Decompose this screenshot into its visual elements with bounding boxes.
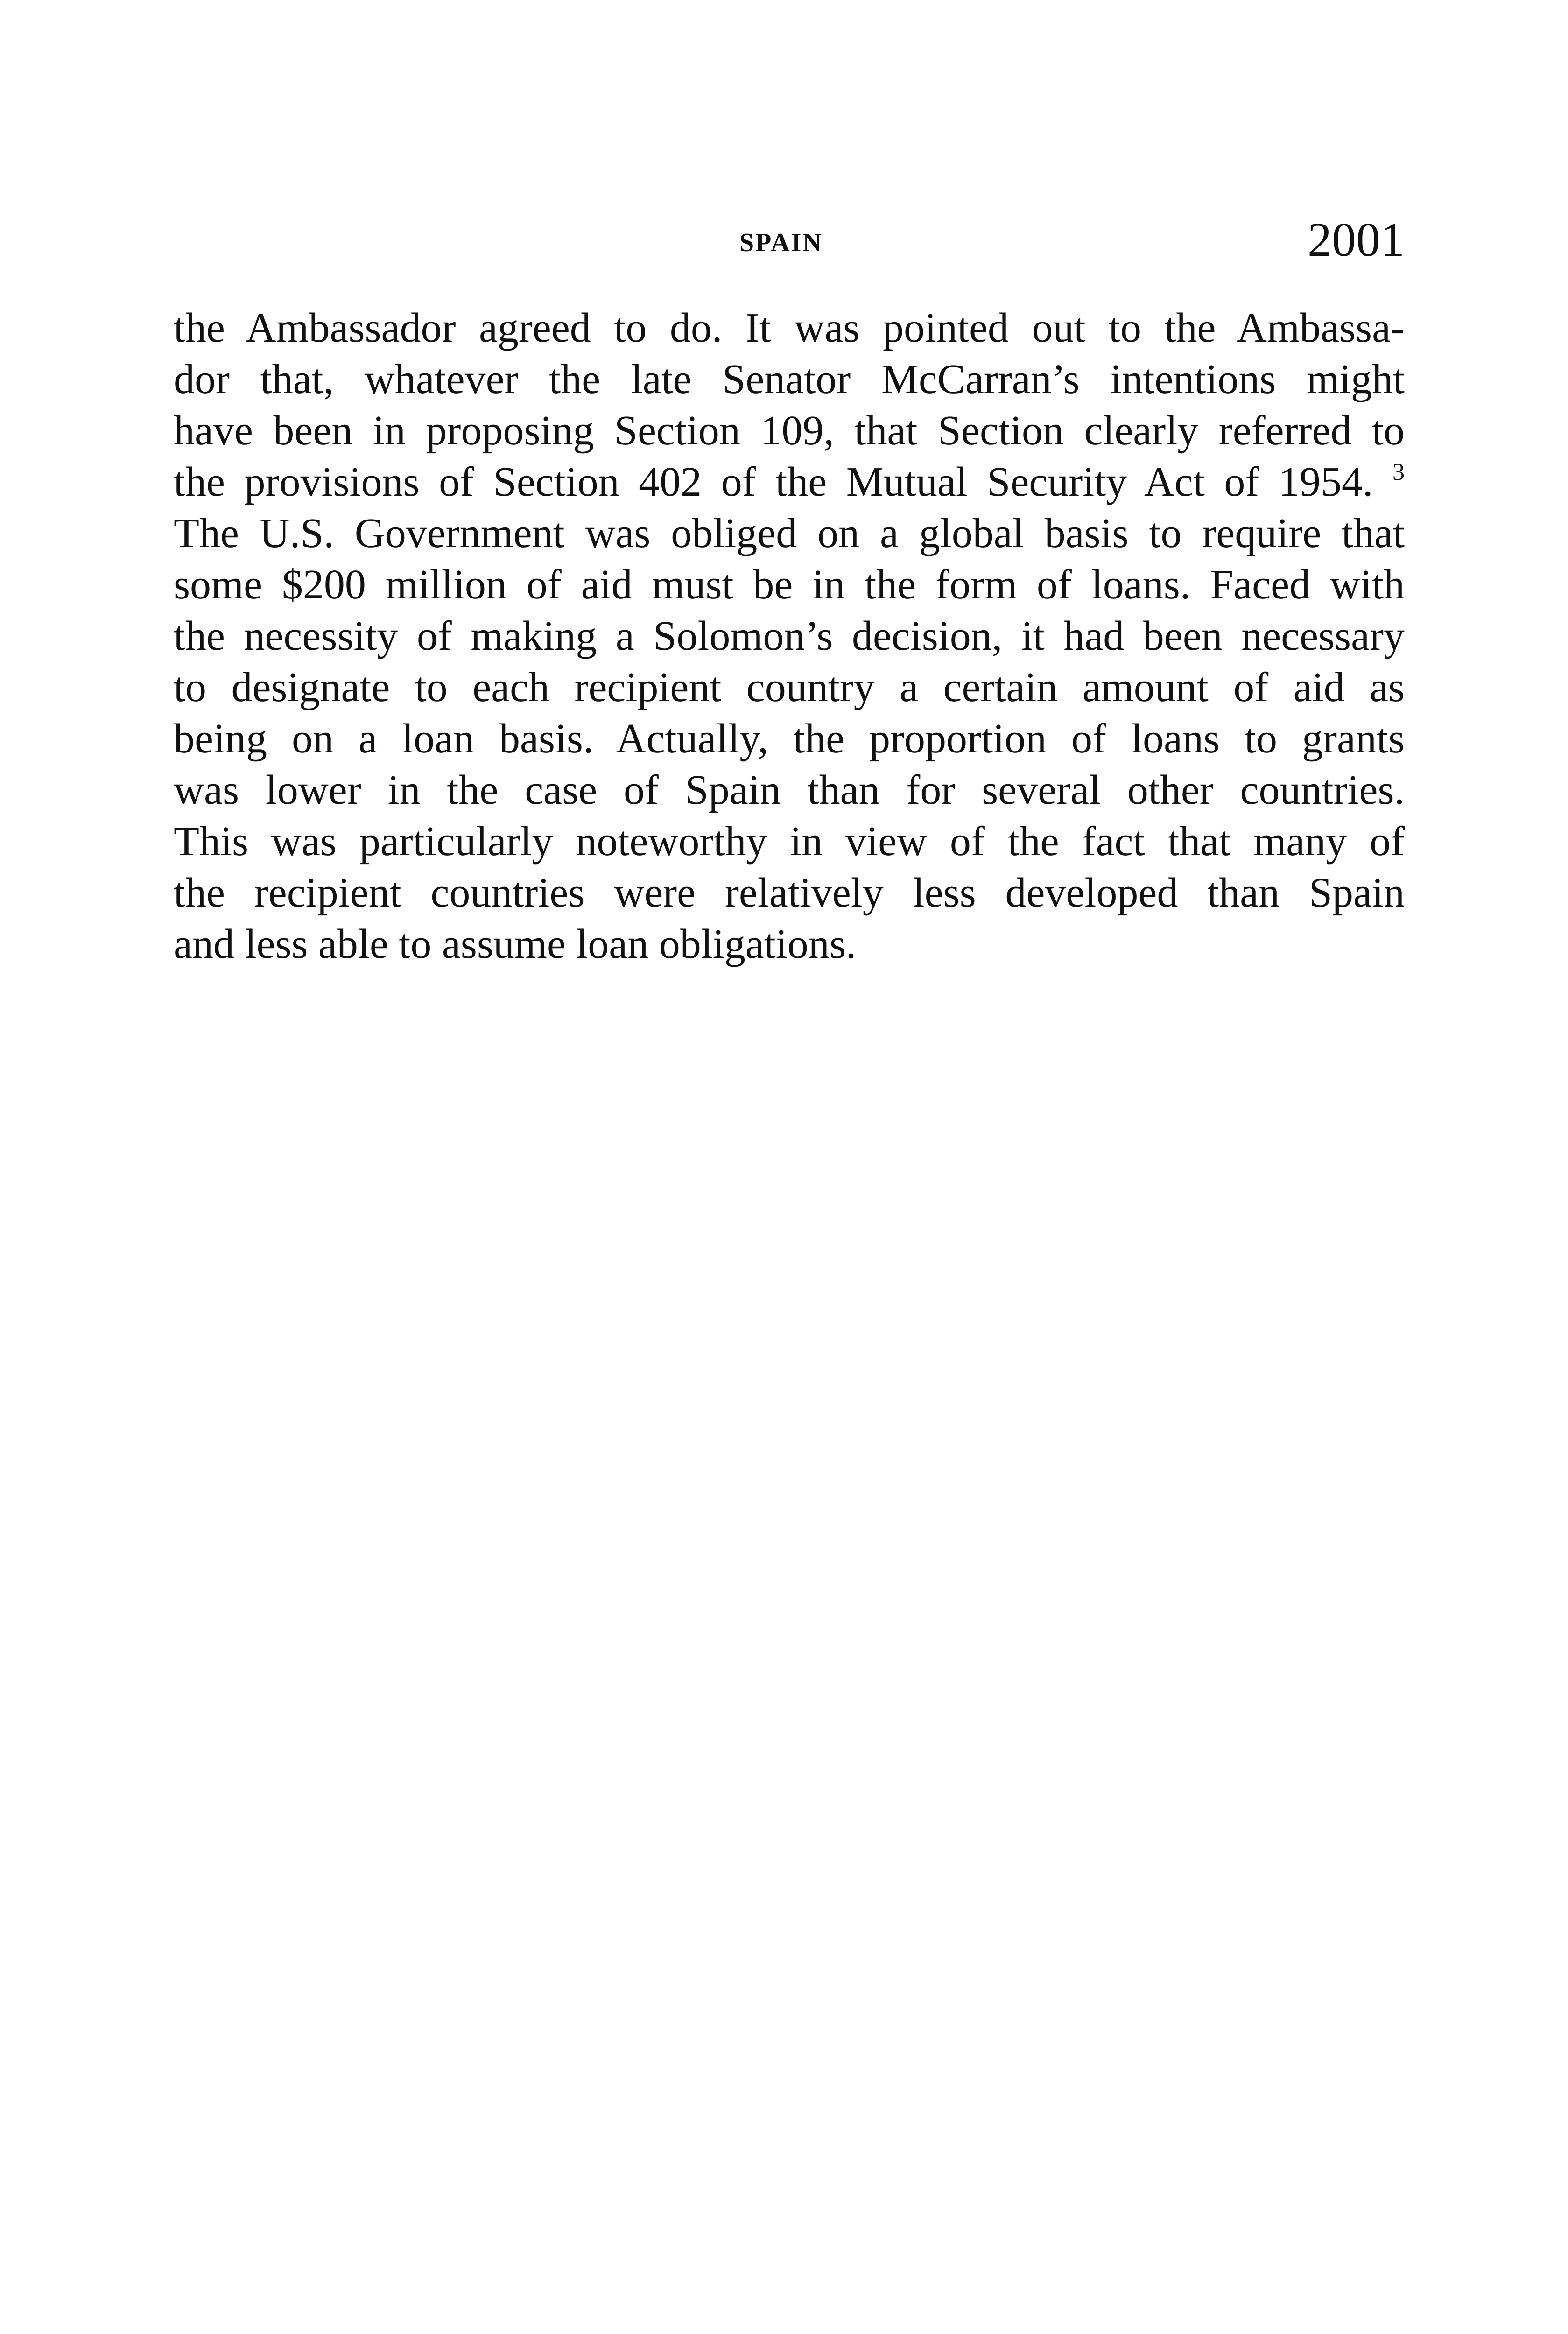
body-line: being on a loan basis. Actually, the proportion of loans to grants: [174, 716, 1405, 762]
body-line: The U.S. Government was obliged on a global basis to require that: [174, 510, 1405, 556]
body-line: the recipient countries were relatively less developed than Spain: [174, 870, 1405, 916]
page-number: 2001: [1308, 213, 1405, 267]
body-line: and less able to assume loan obligations.: [174, 921, 857, 967]
body-line: some $200 million of aid must be in the form of loans. Faced with: [174, 562, 1405, 608]
running-title: SPAIN: [739, 228, 823, 257]
body-line-with-footnote-ref: [174, 457, 1405, 508]
body-line-text: the provisions of Section 402 of the Mutual Security Act of 1954.: [174, 459, 1373, 505]
body-paragraph: [174, 302, 1405, 970]
body-line: have been in proposing Section 109, that Section clearly referred to: [174, 408, 1405, 454]
body-line: the necessity of making a Solomon’s decision, it had been necessary: [174, 613, 1405, 659]
body-line: dor that, whatever the late Senator McCarran’s intentions might: [174, 356, 1405, 402]
body-line: the Ambassador agreed to do. It was pointed out to the Ambassa-: [174, 305, 1405, 351]
body-line: was lower in the case of Spain than for several other countries.: [174, 767, 1405, 813]
body-line: This was particularly noteworthy in view of the fact that many of: [174, 818, 1405, 865]
footnote-reference[interactable]: 3: [1392, 459, 1405, 485]
body-line: to designate to each recipient country a certain amount of aid as: [174, 664, 1405, 710]
